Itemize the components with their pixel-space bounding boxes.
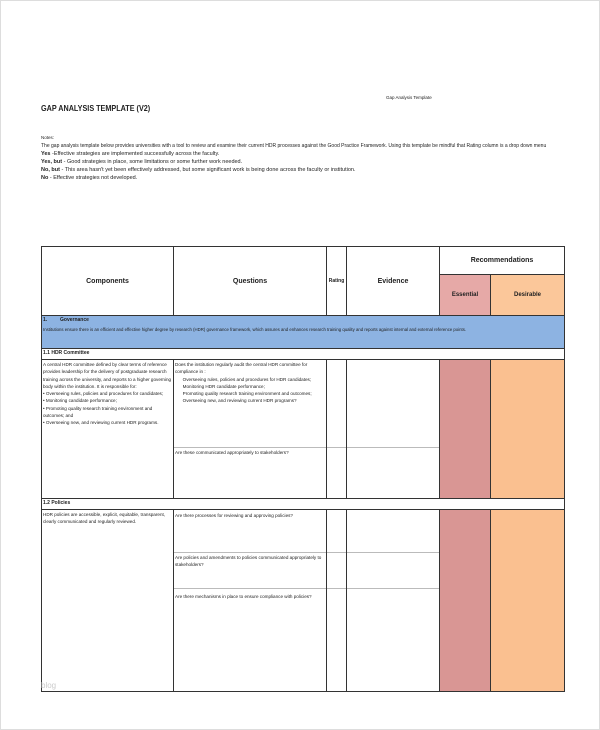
- note-term: No, but: [41, 167, 60, 173]
- note-item: [41, 174, 546, 182]
- desirable-input[interactable]: [490, 509, 565, 692]
- section-description: Institutions ensure there is an efficient and effective higher degree by research (HDR) governance framework, which assures and enhances research training quality and reports against internal and external reference points.: [43, 327, 467, 332]
- questions-cell: [173, 509, 327, 692]
- document-title: GAP ANALYSIS TEMPLATE (V2): [41, 103, 151, 113]
- question: Are policies and amendments to policies communicated appropriately to stakeholders?: [175, 555, 322, 567]
- subsection-title: 1.1 HDR Committee: [43, 350, 90, 356]
- note-item: [41, 158, 546, 166]
- note-item: [41, 150, 546, 158]
- header-essential: Essential: [439, 274, 491, 316]
- section-governance: [41, 315, 565, 349]
- note-desc: - This area hasn't yet been effectively addressed, but some significant work is being done across the faculty or institution.: [59, 167, 356, 173]
- essential-input[interactable]: [439, 359, 491, 499]
- header-desirable: Desirable: [490, 274, 565, 316]
- notes: [41, 134, 546, 182]
- essential-input[interactable]: [439, 509, 491, 692]
- section-number: 1.: [43, 317, 48, 323]
- section-title: Governance: [60, 317, 89, 323]
- note-desc: -Effective strategies are implemented successfully across the faculty.: [50, 151, 220, 157]
- header-questions: Questions: [173, 246, 327, 316]
- header-recommendations: Recommendations: [439, 246, 565, 275]
- rating-dropdown[interactable]: [326, 509, 347, 692]
- question: Are these communicated appropriately to stakeholders?: [175, 450, 289, 455]
- component-cell: A central HDR committee defined by clear terms of reference provides leadership for the delivery of postgraduate research training across the university, and reports to a higher governing body within the institution. It is responsible for: • Overseeing rules, policies and procedures for candidates; • Monitoring candidate performance; • Promoting quality research training environment and outcomes; and • Overseeing new, and reviewing current HDR programs.: [41, 359, 174, 499]
- desirable-input[interactable]: [490, 359, 565, 499]
- component-cell: HDR policies are accessible, explicit, equitable, transparent, clearly communicated and regularly reviewed.: [41, 509, 174, 692]
- questions-cell: [173, 359, 327, 499]
- note-term: No: [41, 175, 49, 181]
- notes-label: Notes:: [41, 135, 55, 140]
- note-desc: - Effective strategies not developed.: [48, 175, 138, 181]
- header-rating: Rating: [326, 246, 347, 316]
- header-components: Components: [41, 246, 174, 316]
- evidence-input[interactable]: [346, 359, 440, 499]
- rating-dropdown[interactable]: [326, 359, 347, 499]
- watermark: blog: [41, 681, 57, 690]
- header-evidence: Evidence: [346, 246, 440, 316]
- note-term: Yes, but: [41, 159, 63, 165]
- question: Does the institution regularly audit the central HDR committee for compliance in : Overseeing rules, policies and procedures for HDR candidates; Monitoring HDR candidate performance; Promoting quality research training environment and outcomes; Overseeing new, and reviewing current HDR programs?: [175, 362, 312, 404]
- question: Are there processes for reviewing and approving policies?: [175, 513, 293, 518]
- note-term: Yes: [41, 151, 51, 157]
- note-desc: - Good strategies in place, some limitations or some further work needed.: [62, 159, 243, 165]
- question: Are there mechanisms in place to ensure compliance with policies?: [175, 594, 312, 599]
- evidence-input[interactable]: [346, 509, 440, 692]
- note-item: [41, 166, 546, 174]
- subsection-title: 1.2 Policies: [43, 500, 71, 506]
- notes-intro: The gap analysis template below provides universities with a tool to review and examine their current HDR processes against the Good Practice Framework. Using this template be mindful that Rating column is a drop down menu: [41, 143, 547, 149]
- running-title: Gap Analysis Template: [386, 95, 432, 100]
